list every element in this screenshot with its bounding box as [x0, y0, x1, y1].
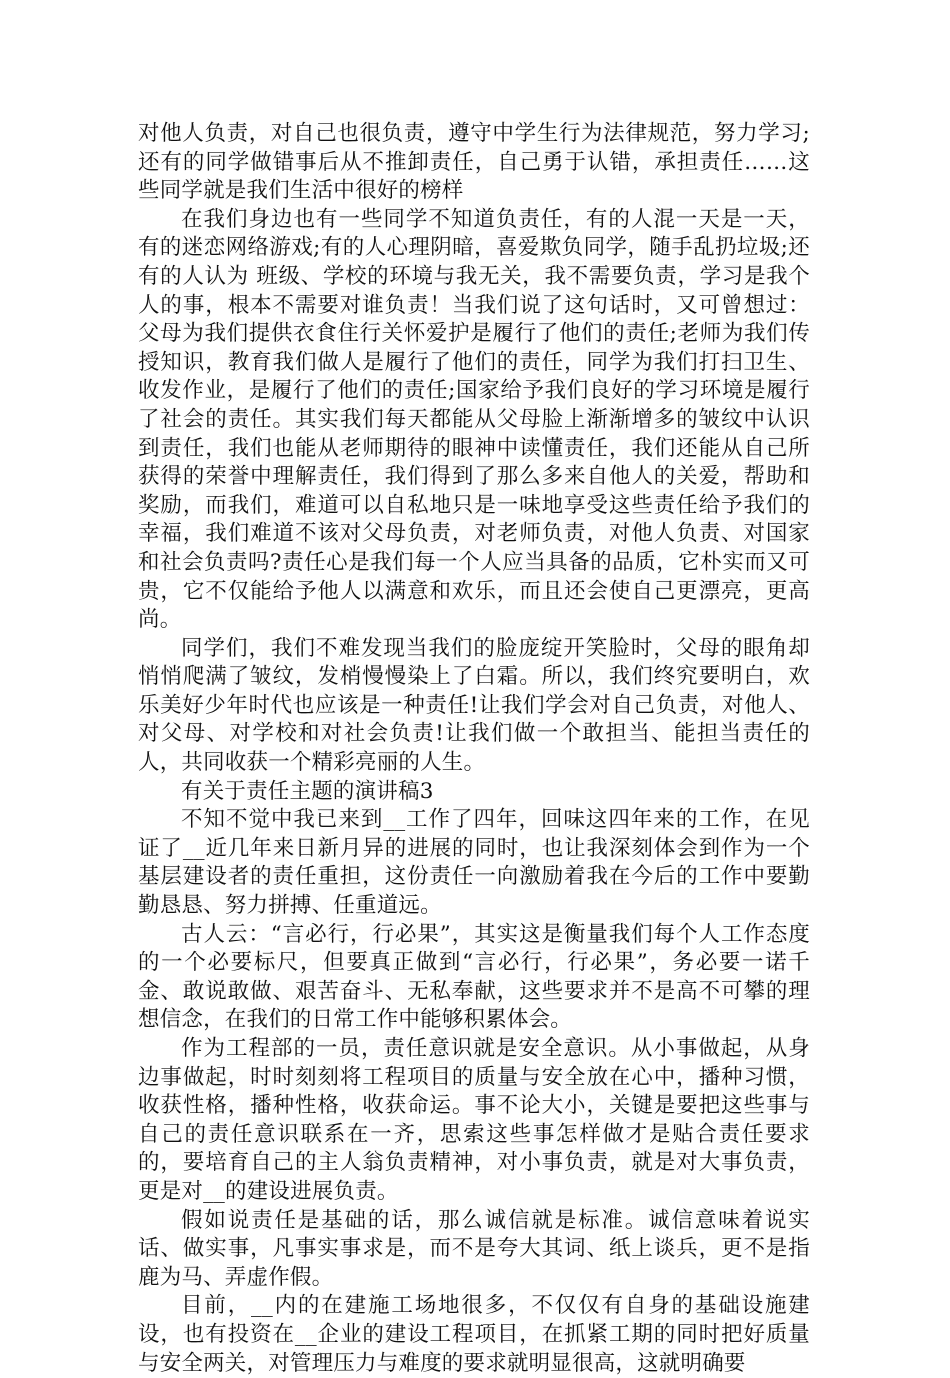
paragraph-3: 同学们，我们不难发现当我们的脸庞绽开笑脸时，父母的眼角却悄悄爬满了皱纹，发梢慢慢染上了白霜。所以，我们终究要明白，欢乐美好少年时代也应该是一种责任!让我们学会对自己负责，对他人、对父母、对学校和对社会负责!让我们做一个敢担当、能担当责任的人，共同收获一个精彩亮丽的人生。 [138, 635, 810, 776]
section-heading: 有关于责任主题的演讲稿3 [181, 778, 434, 804]
paragraph-8: 目前，__内的在建施工场地很多，不仅仅有自身的基础设施建设，也有投资在__企业的建设工程项目，在抓紧工期的同时把好质量与安全两关，对管理压力与难度的要求就明显很高，这就明确要 [138, 1293, 810, 1376]
paragraph-4: 不知不觉中我已来到__工作了四年，回味这四年来的工作，在见证了__近几年来日新月异的进展的同时，也让我深刻体会到作为一个基层建设者的责任重担，这份责任一向激励着我在今后的工作中要勤勤恳恳、努力拼搏、任重道远。 [138, 807, 810, 919]
paragraph-7: 假如说责任是基础的话，那么诚信就是标准。诚信意味着说实话、做实事，凡事实事求是，而不是夸大其词、纸上谈兵，更不是指鹿为马、弄虚作假。 [138, 1207, 810, 1290]
document-body [138, 120, 810, 1378]
paragraph-6: 作为工程部的一员，责任意识就是安全意识。从小事做起，从身边事做起，时时刻刻将工程项目的质量与安全放在心中，播种习惯，收获性格，播种性格，收获命运。事不论大小，关键是要把这些事与自己的责任意识联系在一齐，思索这些事怎样做才是贴合责任要求的，要培育自己的主人翁负责精神，对小事负责，就是对大事负责，更是对__的建设进展负责。 [138, 1036, 810, 1204]
paragraph-1: 对他人负责，对自己也很负责，遵守中学生行为法律规范，努力学习;还有的同学做错事后从不推卸责任，自己勇于认错，承担责任……这些同学就是我们生活中很好的榜样 [138, 121, 810, 204]
paragraph-5: 古人云：“言必行，行必果”，其实这是衡量我们每个人工作态度的一个必要标尺，但要真正做到“言必行，行必果”，务必要一诺千金、敢说敢做、艰苦奋斗、无私奉献，这些要求并不是高不可攀的理想信念，在我们的日常工作中能够积累体会。 [138, 921, 810, 1033]
paragraph-2: 在我们身边也有一些同学不知道负责任，有的人混一天是一天，有的迷恋网络游戏;有的人心理阴暗，喜爱欺负同学，随手乱扔垃圾;还有的人认为 班级、学校的环境与我无关，我不需要负责，学习是我个人的事，根本不需要对谁负责！当我们说了这句话时，又可曾想过：父母为我们提供衣食住行关怀爱护是履行了他们的责任;老师为我们传授知识，教育我们做人是履行了他们的责任，同学为我们打扫卫生、收发作业，是履行了他们的责任;国家给予我们良好的学习环境是履行了社会的责任。其实我们每天都能从父母脸上渐渐增多的皱纹中认识到责任，我们也能从老师期待的眼神中读懂责任，我们还能从自己所获得的荣誉中理解责任，我们得到了那么多来自他人的关爱，帮助和奖励，而我们，难道可以自私地只是一味地享受这些责任给予我们的幸福，我们难道不该对父母负责，对老师负责，对他人负责、对国家和社会负责吗?责任心是我们每一个人应当具备的品质，它朴实而又可贵，它不仅能给予他人以满意和欢乐，而且还会使自己更漂亮，更高尚。 [138, 206, 810, 633]
